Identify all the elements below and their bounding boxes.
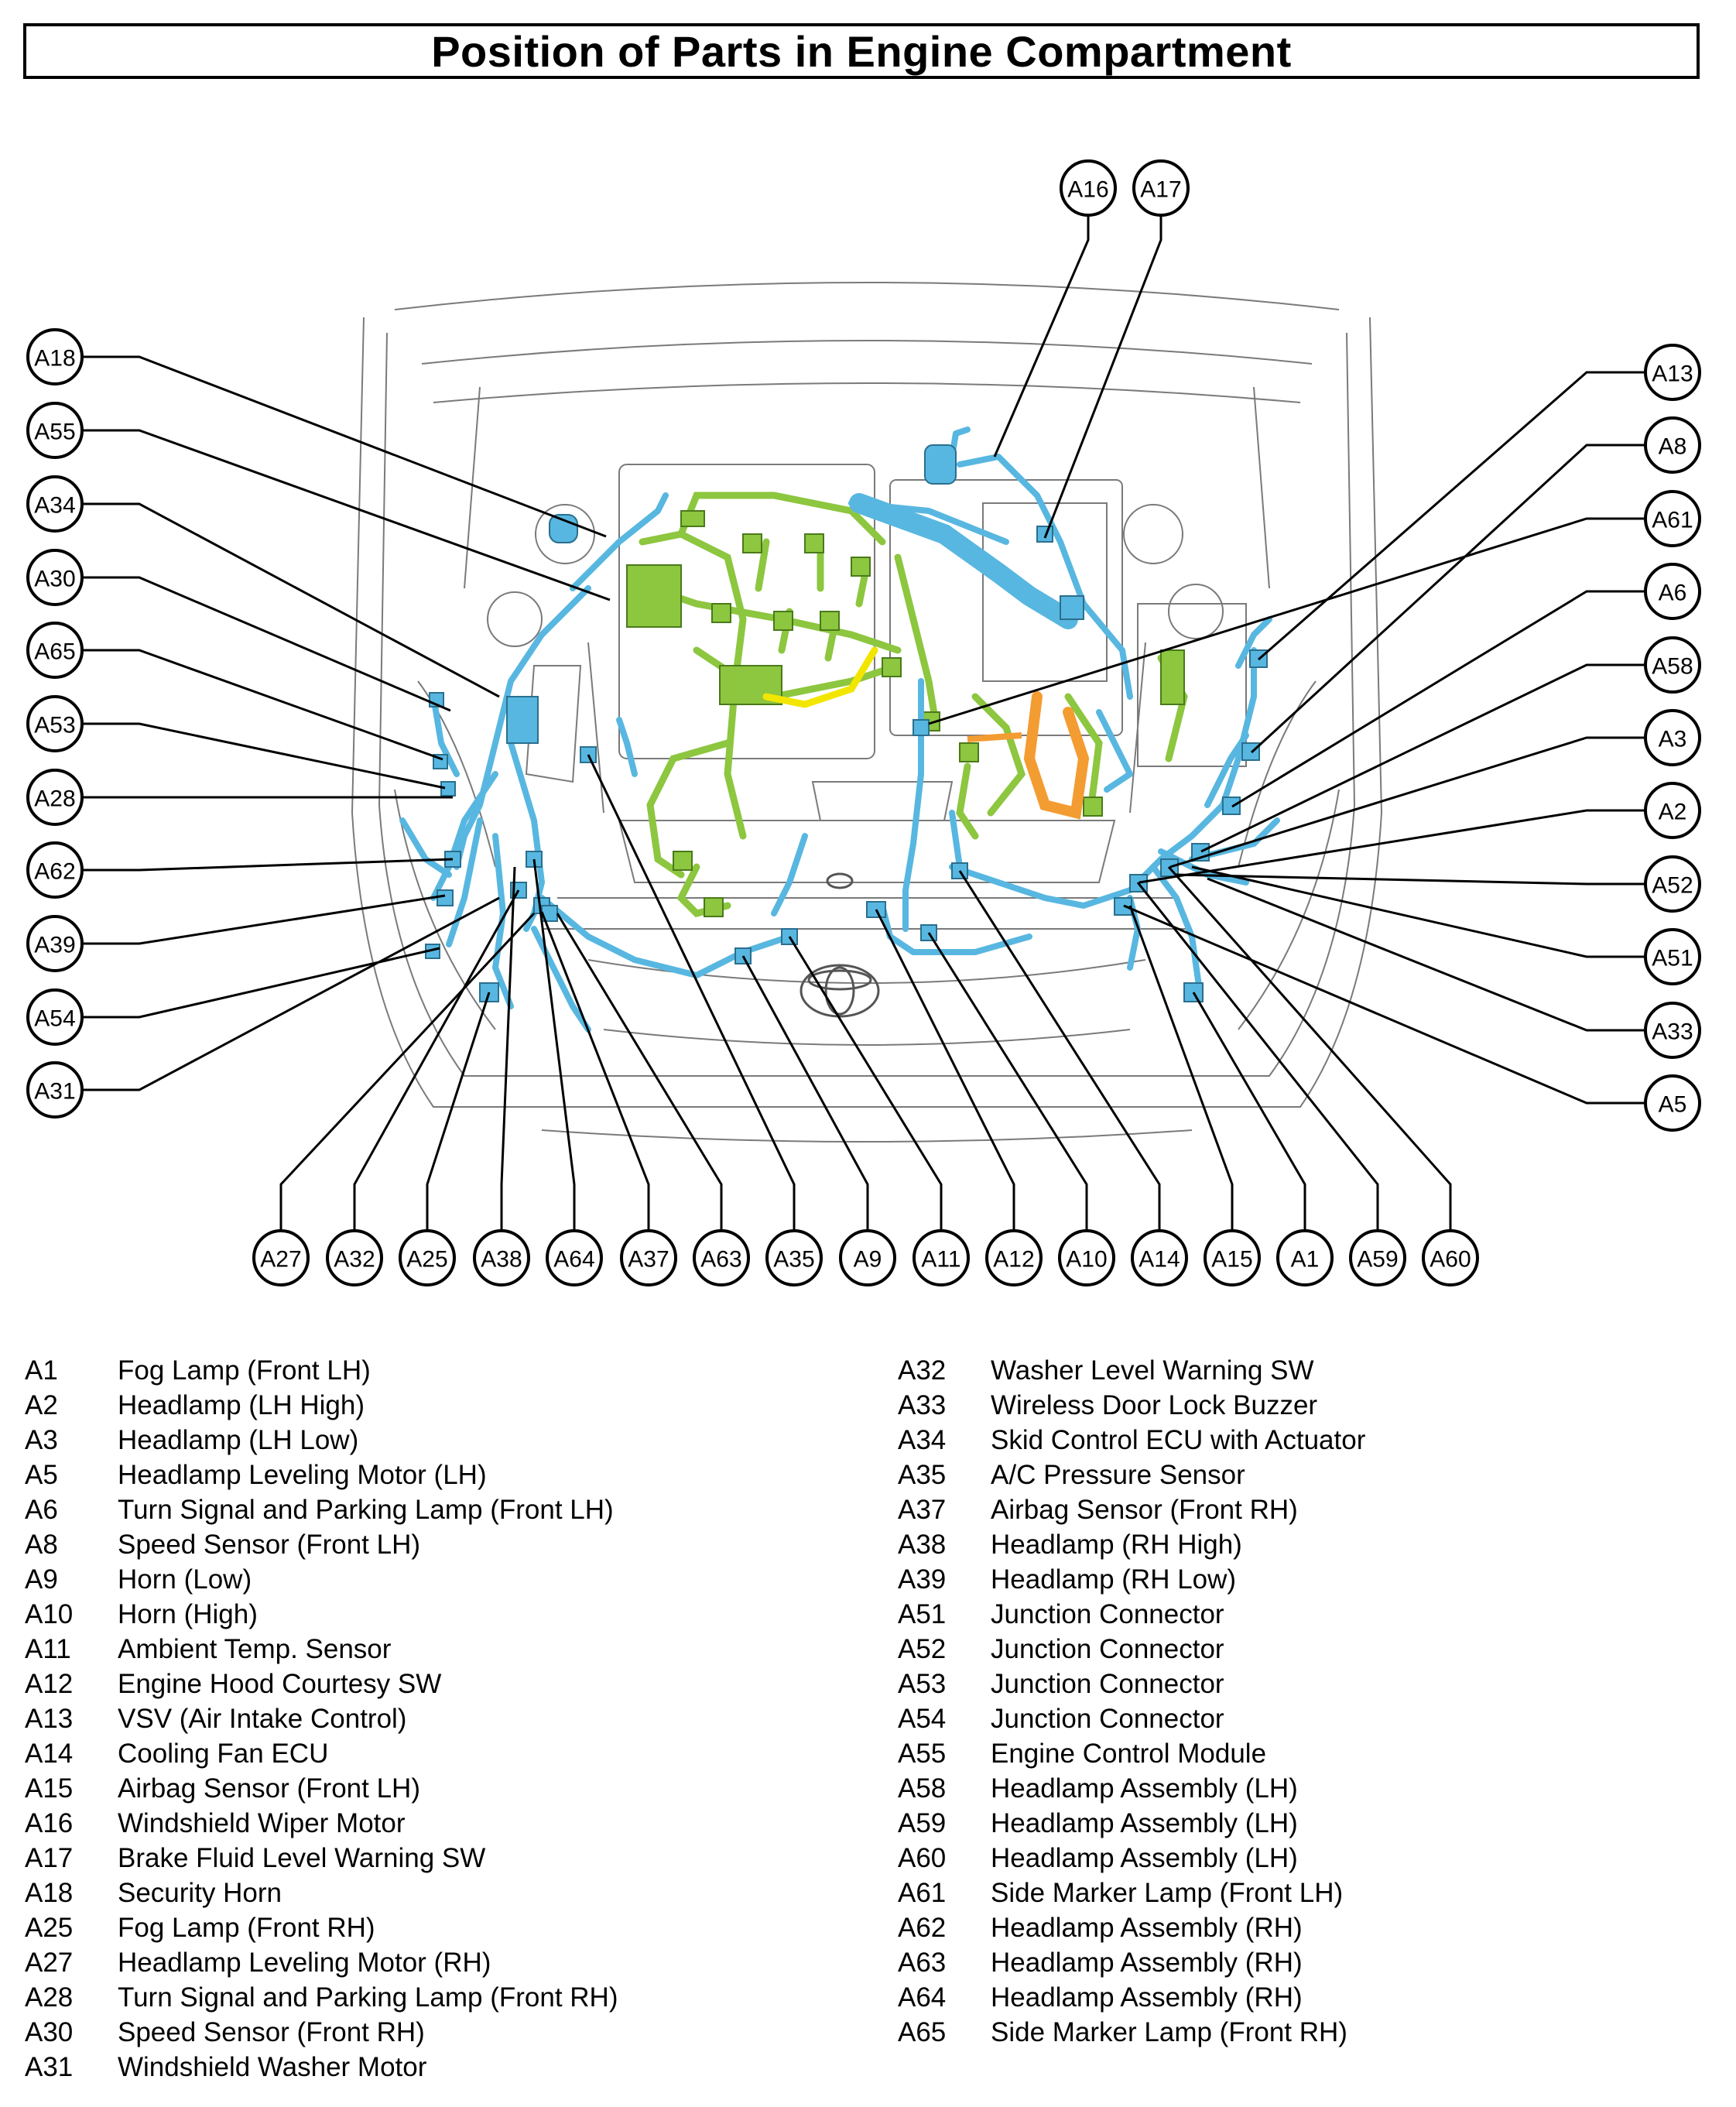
legend-part-name: Side Marker Lamp (Front LH) [991, 1878, 1344, 1908]
legend-part-name: Headlamp (RH High) [991, 1530, 1242, 1560]
callout-label: A12 [993, 1246, 1035, 1273]
legend-part-name: Security Horn [118, 1878, 282, 1908]
callout-label: A33 [1652, 1019, 1693, 1045]
legend-code: A8 [25, 1530, 58, 1560]
legend-part-name: Junction Connector [991, 1704, 1224, 1734]
legend-row [898, 1527, 1365, 1562]
leader-lines [84, 215, 1644, 1231]
legend-part-name: Wireless Door Lock Buzzer [991, 1390, 1318, 1420]
callout-label: A60 [1430, 1246, 1471, 1273]
legend-row [898, 1423, 1365, 1458]
callout-label: A52 [1652, 872, 1693, 899]
legend-part-name: A/C Pressure Sensor [991, 1460, 1245, 1490]
legend-code: A12 [25, 1669, 74, 1699]
legend-code: A52 [898, 1634, 947, 1664]
callout-label: A5 [1658, 1091, 1687, 1118]
callout-label: A53 [34, 712, 76, 738]
callout-A1 [1278, 1231, 1332, 1285]
legend-code: A2 [25, 1390, 58, 1420]
legend-part-name: Washer Level Warning SW [991, 1355, 1314, 1386]
callout-A32 [327, 1231, 382, 1285]
callout-label: A16 [1067, 176, 1109, 203]
callout-A63 [694, 1231, 748, 1285]
callout-label: A61 [1652, 507, 1693, 533]
legend-part-name: Headlamp Assembly (LH) [991, 1773, 1298, 1804]
legend-part-name: Headlamp Assembly (LH) [991, 1808, 1298, 1838]
callout-A16 [1061, 161, 1115, 215]
legend-code: A64 [898, 1982, 947, 2013]
callout-A15 [1205, 1231, 1259, 1285]
callout-A60 [1423, 1231, 1477, 1285]
legend-part-name: Headlamp Assembly (RH) [991, 1948, 1303, 1978]
callout-label: A10 [1066, 1246, 1108, 1273]
callout-A14 [1132, 1231, 1186, 1285]
callout-A65 [28, 623, 82, 677]
callout-A27 [254, 1231, 308, 1285]
legend-row [898, 1945, 1365, 1980]
legend-code: A10 [25, 1599, 74, 1629]
callout-A8 [1645, 418, 1700, 472]
legend-row [25, 2015, 618, 2050]
legend-row [25, 1980, 618, 2015]
callout-label: A31 [34, 1078, 76, 1105]
legend-part-name: Cooling Fan ECU [118, 1739, 329, 1769]
callout-A62 [28, 843, 82, 897]
legend-code: A31 [25, 2052, 74, 2082]
callout-A10 [1060, 1231, 1114, 1285]
legend-part-name: Headlamp Assembly (LH) [991, 1843, 1298, 1873]
legend-code: A32 [898, 1355, 947, 1386]
legend-row [25, 1771, 618, 1806]
callout-A17 [1134, 161, 1188, 215]
legend-row [898, 1388, 1365, 1423]
legend-row [898, 1458, 1365, 1492]
callout-A54 [28, 990, 82, 1044]
legend-row [898, 2015, 1365, 2050]
callout-label: A9 [853, 1246, 882, 1273]
legend-code: A58 [898, 1773, 947, 1804]
legend-code: A60 [898, 1843, 947, 1873]
legend-row [898, 1910, 1365, 1945]
callout-label: A58 [1652, 653, 1693, 680]
legend-part-name: Headlamp (LH Low) [118, 1425, 359, 1455]
legend-code: A34 [898, 1425, 947, 1455]
callout-label: A18 [34, 345, 76, 372]
body-connectors [426, 445, 1267, 1002]
legend-row [25, 1701, 618, 1736]
legend-part-name: VSV (Air Intake Control) [118, 1704, 407, 1734]
callout-label: A30 [34, 566, 76, 592]
callout-A6 [1645, 564, 1700, 618]
callout-label: A35 [773, 1246, 815, 1273]
callout-label: A25 [406, 1246, 448, 1273]
callout-A58 [1645, 638, 1700, 692]
callout-label: A32 [334, 1246, 375, 1273]
legend-code: A6 [25, 1495, 58, 1525]
legend-row [898, 1562, 1365, 1597]
legend-row [898, 1771, 1365, 1806]
callout-bubbles [28, 161, 1700, 1285]
callout-A59 [1351, 1231, 1405, 1285]
legend-row [25, 1841, 618, 1876]
legend-code: A5 [25, 1460, 58, 1490]
callout-A55 [28, 403, 82, 457]
callout-A25 [400, 1231, 454, 1285]
callout-label: A38 [481, 1246, 522, 1273]
legend-row [25, 1597, 618, 1632]
legend-code: A39 [898, 1564, 947, 1595]
legend-code: A17 [25, 1843, 74, 1873]
legend-row [25, 1562, 618, 1597]
legend-part-name: Speed Sensor (Front RH) [118, 2017, 425, 2047]
legend-code: A11 [25, 1634, 71, 1664]
legend-row [25, 1388, 618, 1423]
callout-label: A59 [1357, 1246, 1399, 1273]
legend-code: A25 [25, 1913, 74, 1943]
legend-part-name: Speed Sensor (Front LH) [118, 1530, 421, 1560]
legend-part-name: Ambient Temp. Sensor [118, 1634, 392, 1664]
callout-A12 [987, 1231, 1041, 1285]
callout-label: A15 [1211, 1246, 1253, 1273]
legend-part-name: Fog Lamp (Front RH) [118, 1913, 375, 1943]
legend-code: A14 [25, 1739, 74, 1769]
orange-ac-line [967, 735, 1022, 739]
legend-part-name: Junction Connector [991, 1634, 1224, 1664]
legend-code: A18 [25, 1878, 74, 1908]
orange-ac-tube [1029, 697, 1084, 813]
legend-code: A28 [25, 1982, 74, 2013]
callout-A51 [1645, 930, 1700, 984]
legend-code: A51 [898, 1599, 947, 1629]
callout-A61 [1645, 492, 1700, 546]
callout-label: A51 [1652, 945, 1693, 971]
callout-A2 [1645, 783, 1700, 838]
legend-row [25, 1632, 618, 1667]
legend-part-name: Skid Control ECU with Actuator [991, 1425, 1366, 1455]
legend-code: A30 [25, 2017, 74, 2047]
legend-part-name: Turn Signal and Parking Lamp (Front RH) [118, 1982, 618, 2013]
callout-A35 [767, 1231, 821, 1285]
callout-A11 [914, 1231, 968, 1285]
callout-A3 [1645, 711, 1700, 765]
legend-left-column [25, 1353, 618, 2085]
callout-label: A2 [1658, 799, 1687, 825]
legend-code: A9 [25, 1564, 58, 1595]
callout-label: A34 [34, 492, 76, 519]
legend-row [25, 1736, 618, 1771]
callout-label: A63 [700, 1246, 742, 1273]
legend-row [25, 1876, 618, 1910]
callout-label: A39 [34, 932, 76, 958]
legend-row [25, 1423, 618, 1458]
legend-part-name: Headlamp Leveling Motor (RH) [118, 1948, 491, 1978]
legend-row [898, 1667, 1365, 1701]
callout-A31 [28, 1063, 82, 1117]
legend-row [25, 1458, 618, 1492]
legend-row [25, 1945, 618, 1980]
legend-row [25, 1353, 618, 1388]
legend-part-name: Headlamp (LH High) [118, 1390, 365, 1420]
legend-row [25, 1910, 618, 1945]
callout-label: A62 [34, 858, 76, 885]
legend-code: A13 [25, 1704, 74, 1734]
legend-row [25, 1667, 618, 1701]
legend-part-name: Engine Control Module [991, 1739, 1267, 1769]
legend-code: A38 [898, 1530, 947, 1560]
callout-label: A11 [921, 1246, 961, 1273]
legend-code: A53 [898, 1669, 947, 1699]
page-title: Position of Parts in Engine Compartment [431, 26, 1292, 76]
callout-A64 [547, 1231, 601, 1285]
legend-part-name: Windshield Washer Motor [118, 2052, 427, 2082]
legend-row [898, 1492, 1365, 1527]
legend-code: A54 [898, 1704, 947, 1734]
callout-A52 [1645, 857, 1700, 911]
legend-part-name: Horn (Low) [118, 1564, 252, 1595]
callout-label: A54 [34, 1006, 76, 1032]
legend-row [898, 1353, 1365, 1388]
legend-row [898, 1701, 1365, 1736]
callout-A28 [28, 770, 82, 824]
legend-code: A15 [25, 1773, 74, 1804]
callout-label: A37 [628, 1246, 669, 1273]
callout-label: A6 [1658, 580, 1687, 606]
legend-part-name: Windshield Wiper Motor [118, 1808, 406, 1838]
callout-label: A8 [1658, 433, 1687, 460]
callout-A33 [1645, 1003, 1700, 1057]
legend-row [898, 1632, 1365, 1667]
legend-part-name: Fog Lamp (Front LH) [118, 1355, 371, 1386]
legend-row [25, 2050, 618, 2085]
legend-part-name: Horn (High) [118, 1599, 258, 1629]
callout-label: A64 [553, 1246, 595, 1273]
callout-label: A1 [1290, 1246, 1320, 1273]
legend-code: A35 [898, 1460, 947, 1490]
legend-row [25, 1806, 618, 1841]
legend-code: A61 [898, 1878, 947, 1908]
legend-part-name: Brake Fluid Level Warning SW [118, 1843, 486, 1873]
legend-part-name: Headlamp Leveling Motor (LH) [118, 1460, 487, 1490]
legend-code: A37 [898, 1495, 947, 1525]
callout-A39 [28, 916, 82, 971]
legend-part-name: Headlamp (RH Low) [991, 1564, 1237, 1595]
legend-code: A59 [898, 1808, 947, 1838]
legend-code: A33 [898, 1390, 947, 1420]
legend-row [898, 1841, 1365, 1876]
legend-part-name: Airbag Sensor (Front RH) [991, 1495, 1298, 1525]
legend-row [898, 1876, 1365, 1910]
legend-part-name: Side Marker Lamp (Front RH) [991, 2017, 1347, 2047]
legend-part-name: Airbag Sensor (Front LH) [118, 1773, 420, 1804]
callout-label: A3 [1658, 726, 1687, 752]
legend-part-name: Junction Connector [991, 1669, 1224, 1699]
callout-A34 [28, 477, 82, 531]
callout-label: A55 [34, 419, 76, 445]
legend-code: A55 [898, 1739, 947, 1769]
legend-row [898, 1806, 1365, 1841]
legend-row [898, 1736, 1365, 1771]
callout-label: A13 [1652, 361, 1693, 387]
callout-A5 [1645, 1076, 1700, 1130]
legend-code: A62 [898, 1913, 947, 1943]
callout-label: A28 [34, 786, 76, 812]
legend-code: A65 [898, 2017, 947, 2047]
legend-part-name: Headlamp Assembly (RH) [991, 1982, 1303, 2013]
legend-part-name: Headlamp Assembly (RH) [991, 1913, 1303, 1943]
legend-part-name: Engine Hood Courtesy SW [118, 1669, 442, 1699]
legend-right-column [898, 1353, 1365, 2050]
legend-row [898, 1980, 1365, 2015]
callout-A37 [621, 1231, 676, 1285]
legend-code: A16 [25, 1808, 74, 1838]
callout-A30 [28, 550, 82, 605]
legend-part-name: Turn Signal and Parking Lamp (Front LH) [118, 1495, 614, 1525]
callout-label: A14 [1139, 1246, 1180, 1273]
toyota-emblem-icon [801, 874, 878, 1016]
legend-code: A63 [898, 1948, 947, 1978]
legend-code: A3 [25, 1425, 58, 1455]
callout-A9 [841, 1231, 895, 1285]
legend-row [25, 1527, 618, 1562]
legend-code: A1 [25, 1355, 58, 1386]
callout-label: A17 [1140, 176, 1182, 203]
legend-row [898, 1597, 1365, 1632]
callout-label: A65 [34, 639, 76, 665]
callout-A53 [28, 697, 82, 751]
legend-part-name: Junction Connector [991, 1599, 1224, 1629]
callout-A13 [1645, 345, 1700, 399]
legend-code: A27 [25, 1948, 74, 1978]
callout-A38 [474, 1231, 529, 1285]
callout-label: A27 [260, 1246, 302, 1273]
legend-row [25, 1492, 618, 1527]
callout-A18 [28, 330, 82, 384]
